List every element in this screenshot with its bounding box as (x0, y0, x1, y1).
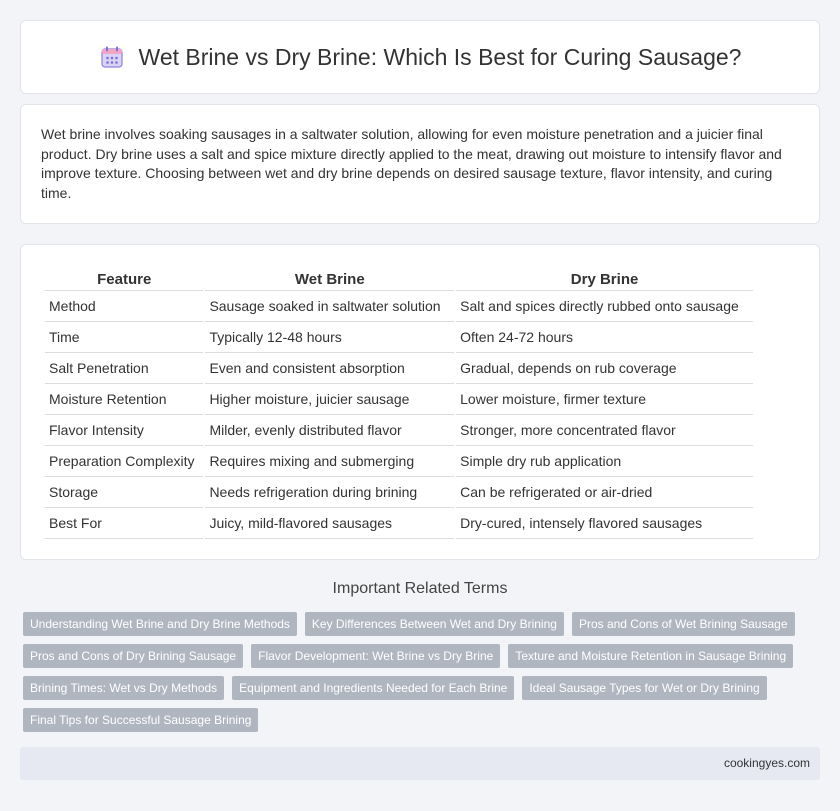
related-tag[interactable]: Final Tips for Successful Sausage Brining (23, 708, 258, 732)
header-feature: Feature (45, 265, 203, 291)
cell-wet: Requires mixing and submerging (205, 446, 454, 477)
related-terms-tags (23, 612, 813, 732)
cell-feature: Storage (45, 477, 203, 508)
related-tag[interactable]: Brining Times: Wet vs Dry Methods (23, 676, 224, 700)
cell-wet: Even and consistent absorption (205, 353, 454, 384)
related-tag[interactable]: Pros and Cons of Wet Brining Sausage (572, 612, 795, 636)
cell-feature: Preparation Complexity (45, 446, 203, 477)
table-row (45, 446, 753, 477)
footer (20, 747, 820, 780)
intro-card (20, 104, 820, 224)
header-wet-brine: Wet Brine (205, 265, 454, 291)
calendar-icon (99, 44, 125, 70)
table-header-row (45, 265, 753, 291)
table-row (45, 508, 753, 539)
cell-feature: Best For (45, 508, 203, 539)
title-card (20, 20, 820, 94)
related-tag[interactable]: Flavor Development: Wet Brine vs Dry Brine (251, 644, 500, 668)
related-tag[interactable]: Pros and Cons of Dry Brining Sausage (23, 644, 243, 668)
comparison-table-card (20, 244, 820, 560)
cell-wet: Higher moisture, juicier sausage (205, 384, 454, 415)
related-tag[interactable]: Equipment and Ingredients Needed for Each Brine (232, 676, 514, 700)
cell-dry: Gradual, depends on rub coverage (456, 353, 753, 384)
cell-wet: Sausage soaked in saltwater solution (205, 291, 454, 322)
related-terms-heading: Important Related Terms (332, 580, 508, 597)
comparison-table (43, 265, 755, 539)
related-tag[interactable]: Key Differences Between Wet and Dry Brining (305, 612, 564, 636)
cell-dry: Lower moisture, firmer texture (456, 384, 753, 415)
table-row (45, 415, 753, 446)
cell-dry: Salt and spices directly rubbed onto sausage (456, 291, 753, 322)
cell-dry: Can be refrigerated or air-dried (456, 477, 753, 508)
footer-site-link[interactable]: cookingyes.com (723, 756, 810, 770)
cell-wet: Typically 12-48 hours (205, 322, 454, 353)
cell-dry: Often 24-72 hours (456, 322, 753, 353)
cell-wet: Needs refrigeration during brining (205, 477, 454, 508)
cell-feature: Salt Penetration (45, 353, 203, 384)
cell-dry: Stronger, more concentrated flavor (456, 415, 753, 446)
table-row (45, 353, 753, 384)
cell-feature: Moisture Retention (45, 384, 203, 415)
table-row (45, 384, 753, 415)
cell-dry: Simple dry rub application (456, 446, 753, 477)
cell-wet: Juicy, mild-flavored sausages (205, 508, 454, 539)
related-tag[interactable]: Understanding Wet Brine and Dry Brine Methods (23, 612, 297, 636)
table-row (45, 477, 753, 508)
related-tag[interactable]: Ideal Sausage Types for Wet or Dry Brining (522, 676, 766, 700)
cell-dry: Dry-cured, intensely flavored sausages (456, 508, 753, 539)
cell-wet: Milder, evenly distributed flavor (205, 415, 454, 446)
page-title: Wet Brine vs Dry Brine: Which Is Best for Curing Sausage? (138, 43, 742, 70)
cell-feature: Flavor Intensity (45, 415, 203, 446)
related-tag[interactable]: Texture and Moisture Retention in Sausage Brining (508, 644, 793, 668)
intro-paragraph: Wet brine involves soaking sausages in a saltwater solution, allowing for even moisture penetration and a juicier final product. Dry brine uses a salt and spice mixture directly applied to the meat, drawing out moisture to intensify flavor and improve texture. Choosing between wet and dry brine depends on desired sausage texture, flavor intensity, and curing time. (41, 126, 782, 201)
cell-feature: Time (45, 322, 203, 353)
table-row (45, 322, 753, 353)
table-row (45, 291, 753, 322)
header-dry-brine: Dry Brine (456, 265, 753, 291)
cell-feature: Method (45, 291, 203, 322)
